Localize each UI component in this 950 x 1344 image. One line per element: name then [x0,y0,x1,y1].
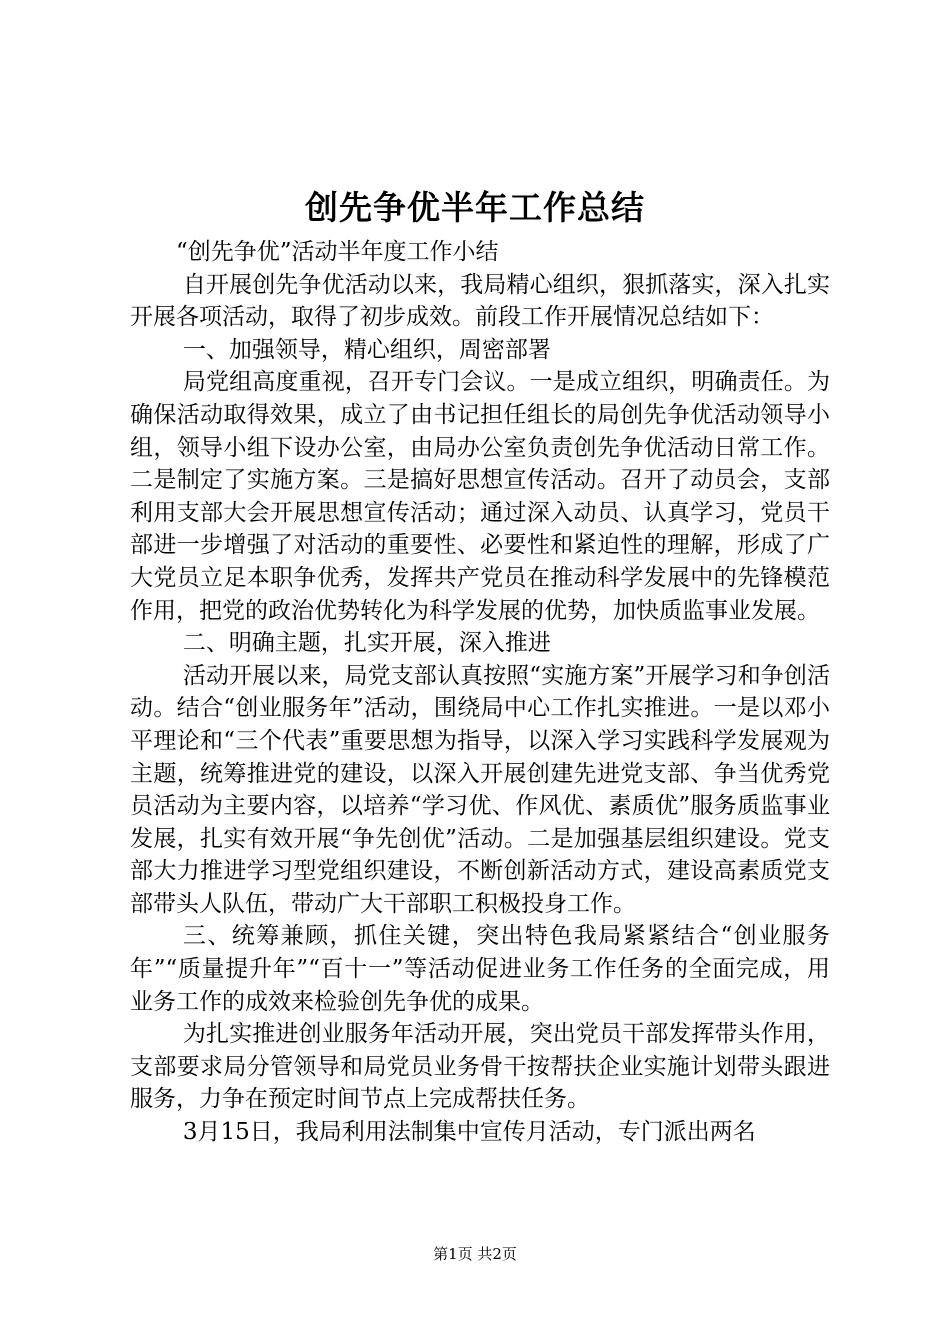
subtitle-paragraph: “创先争优”活动半年度工作小结 [176,239,499,265]
service-paragraph: 为扎实推进创业服务年活动开展，突出党员干部发挥带头作用，支部要求局分管领导和局党员业务骨干按帮扶企业实施计划带头跟进服务，力争在预定时间节点上完成帮扶任务。 [130,1021,830,1113]
section-heading-1: 一、加强领导，精心组织，周密部署 [182,336,551,363]
document-body [130,236,830,1149]
section-1-paragraph: 局党组高度重视，召开专门会议。一是成立组织，明确责任。为确保活动取得效果，成立了由书记担任组长的局创先争优活动领导小组，领导小组下设办公室，由局办公室负责创先争优活动日常工作。二是制定了实施方案。三是搞好思想宣传活动。召开了动员会，支部利用支部大会开展思想宣传活动；通过深入动员、认真学习，党员干部进一步增强了对活动的重要性、必要性和紧迫性的理解，形成了广大党员立足本职争优秀，发挥共产党员在推动科学发展中的先锋模范作用，把党的政治优势转化为科学发展的优势，加快质监事业发展。 [130,369,830,624]
intro-paragraph: 自开展创先争优活动以来，我局精心组织，狠抓落实，深入扎实开展各项活动，取得了初步成效。前段工作开展情况总结如下： [130,271,830,331]
document-title: 创先争优半年工作总结 [305,188,645,227]
page-footer: 第1页 共2页 [433,1245,517,1263]
section-heading-2: 二、明确主题，扎实开展，深入推进 [182,630,551,657]
section-2-paragraph: 活动开展以来，局党支部认真按照“实施方案”开展学习和争创活动。结合“创业服务年”活动，围绕局中心工作扎实推进。一是以邓小平理论和“三个代表”重要思想为指导，以深入学习实践科学发展观为主题，统筹推进党的建设，以深入开展创建先进党支部、争当优秀党员活动为主要内容，以培养“学习优、作风优、素质优”服务质监事业发展，扎实有效开展“争先创优”活动。二是加强基层组织建设。党支部大力推进学习型党组织建设，不断创新活动方式，建设高素质党支部带头人队伍，带动广大干部职工积极投身工作。 [130,662,830,917]
section-heading-3-paragraph: 三、统筹兼顾，抓住关键，突出特色我局紧紧结合“创业服务年”“质量提升年”“百十一”等活动促进业务工作任务的全面完成，用业务工作的成效来检验创先争优的成果。 [130,923,830,1015]
march-paragraph: 3月15日，我局利用法制集中宣传月活动，专门派出两名 [182,1119,756,1146]
